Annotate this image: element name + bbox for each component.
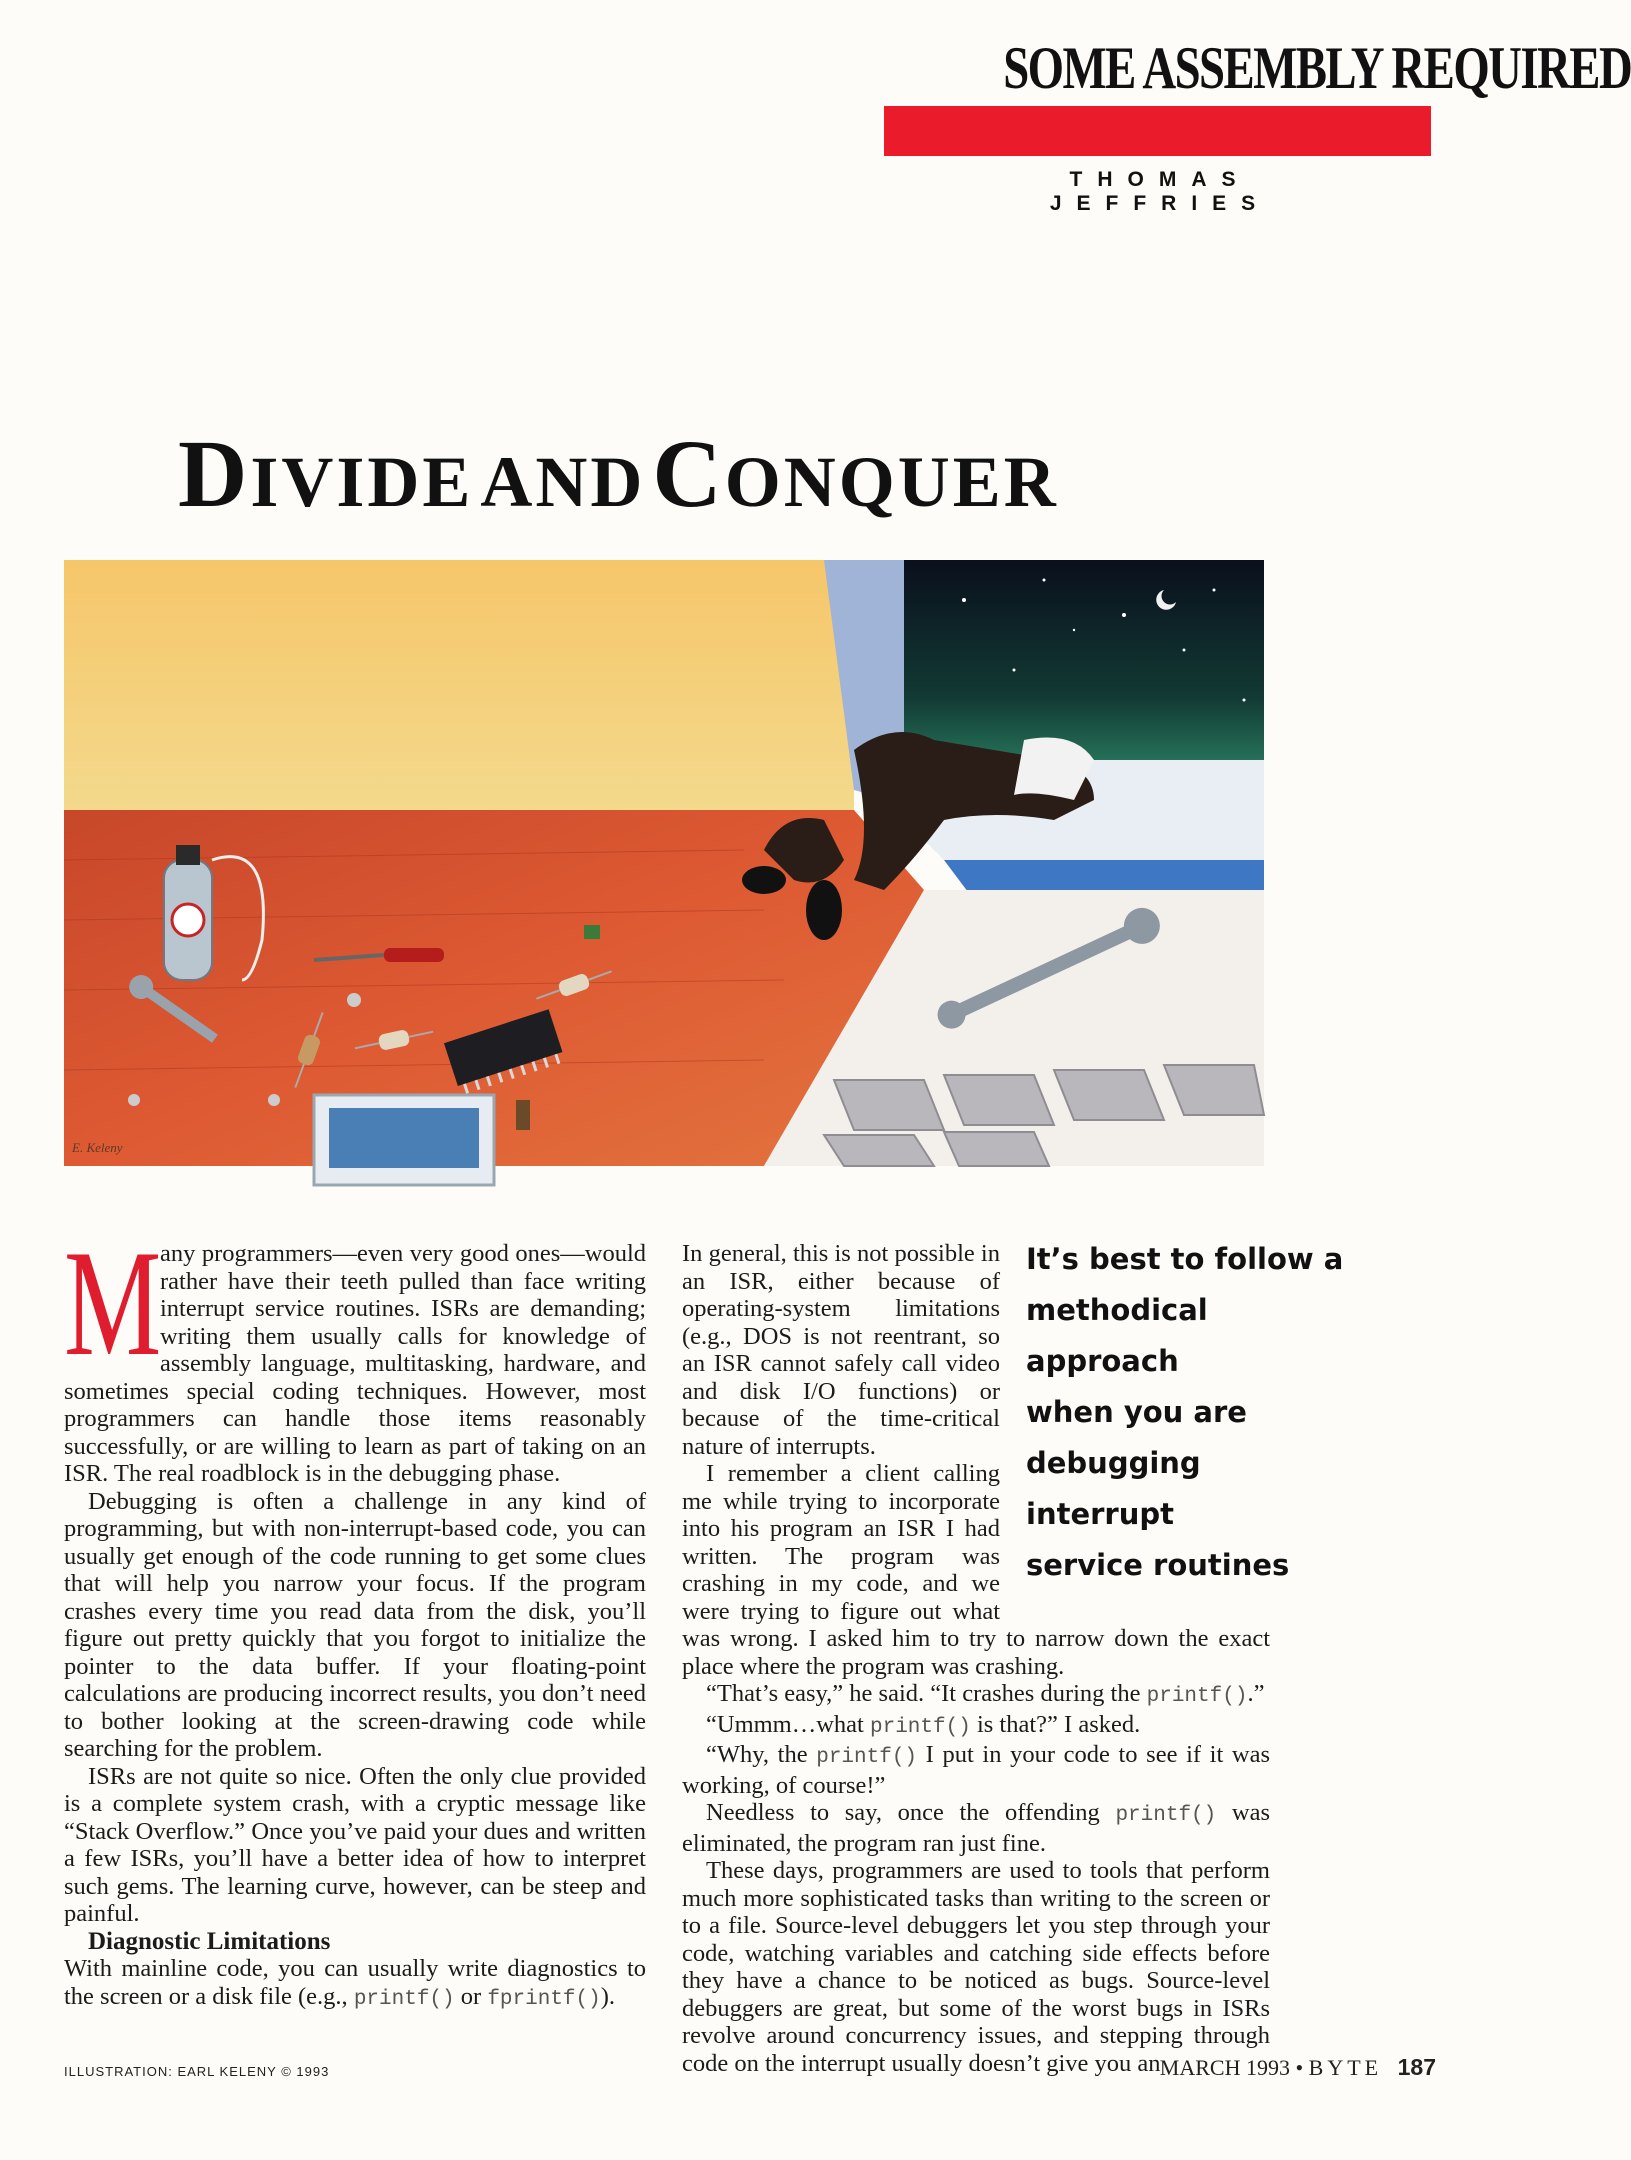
drop-cap: M: [64, 1219, 162, 1387]
paragraph: ISRs are not quite so nice. Often the only clue provided is a complete system crash, with a cryptic message like “Stack Overflow.” Once you’ve paid your dues and written a few ISRs, you’ll have a better idea of how to interpret such gems. The learning curve, however, can be steep and painful.: [64, 1762, 646, 1927]
article-column-2: [682, 1240, 1344, 2077]
paragraph: “Why, the printf() I put in your code to see if it was working, of course!”: [682, 1741, 1270, 1799]
footer-separator: •: [1295, 2055, 1304, 2080]
issue-date: MARCH 1993: [1159, 2055, 1290, 2080]
pull-quote: It’s best to follow a methodical approach when you are debugging interrupt service routines: [1026, 1242, 1344, 1582]
paragraph: In general, this is not possible in an ISR, either because of operating-system limitations (e.g., DOS is not reentrant, so an ISR cannot safely call video and disk I/O functions) or because of the time-critical nature of interrupts.: [682, 1240, 1000, 1460]
paragraph: “Ummm…what printf() is that?” I asked.: [706, 1710, 1141, 1739]
paragraph: Needless to say, once the offending printf() was eliminated, the program ran just fine.: [682, 1799, 1270, 1857]
page-footer: [1000, 2054, 1436, 2081]
subheading: Diagnostic Limitations: [88, 1927, 331, 1955]
section-accent-bar: [884, 106, 1431, 156]
paragraph: Debugging is often a challenge in any kind of programming, but with non-interrupt-based code, you can usually get enough of the code running to get some clues that will help you narrow your focus. If the program crashes every time you read data from the disk, you’ll figure out pretty quickly that you forgot to initialize the pointer to the data buffer. If your floating-point calculations are producing incorrect results, you don’t need to bother looking at the screen-drawing code while searching for the problem.: [64, 1487, 646, 1762]
paragraph: I remember a client calling me while trying to incorporate into his program an ISR I had written. The program was crashing in my code, and we were trying to figure out what was wrong. I asked him to try to narrow down the exact place where the program was crashing.: [682, 1460, 1270, 1680]
author-byline: THOMAS JEFFRIES: [1049, 168, 1271, 215]
article-illustration: [64, 560, 1264, 1166]
illustration-credit: ILLUSTRATION: EARL KELENY © 1993: [64, 2064, 330, 2079]
paragraph: M any programmers—even very good ones—would rather have their teeth pulled than face writing interrupt service routines. ISRs are demanding; writing them usually calls for knowledge of assembly language, multitasking, hardware, and sometimes special coding techniques. However, most programmers can handle those items reasonably successfully, or are willing to learn as part of taking on an ISR. The real roadblock is in the debugging phase.: [64, 1219, 646, 1487]
page-number: 187: [1397, 2054, 1436, 2080]
illustration-signature: E. Keleny: [72, 1140, 123, 1155]
article-headline: DIVIDE AND CONQUER: [178, 420, 1059, 527]
paragraph: “That’s easy,” he said. “It crashes during the printf().”: [706, 1680, 1265, 1708]
illustration-art: [64, 560, 1264, 1166]
paragraph: With mainline code, you can usually write diagnostics to the screen or a disk file (e.g., printf() or fprintf()).: [64, 1955, 646, 2011]
paragraph: These days, programmers are used to tools that perform much more sophisticated tasks than writing to the screen or to a file. Source-level debuggers let you step through your code, watching variables and catching side effects before they have a chance to be noticed as bugs. Source-level debuggers are great, but some of the worst bugs in ISRs revolve around concurrency issues, and stepping through code on the interrupt usually doesn’t give you an: [682, 1857, 1270, 2077]
magazine-name: BYTE: [1308, 2055, 1383, 2080]
section-title: SOME ASSEMBLY REQUIRED: [1003, 35, 1631, 101]
article-column-1: [64, 1219, 646, 2013]
